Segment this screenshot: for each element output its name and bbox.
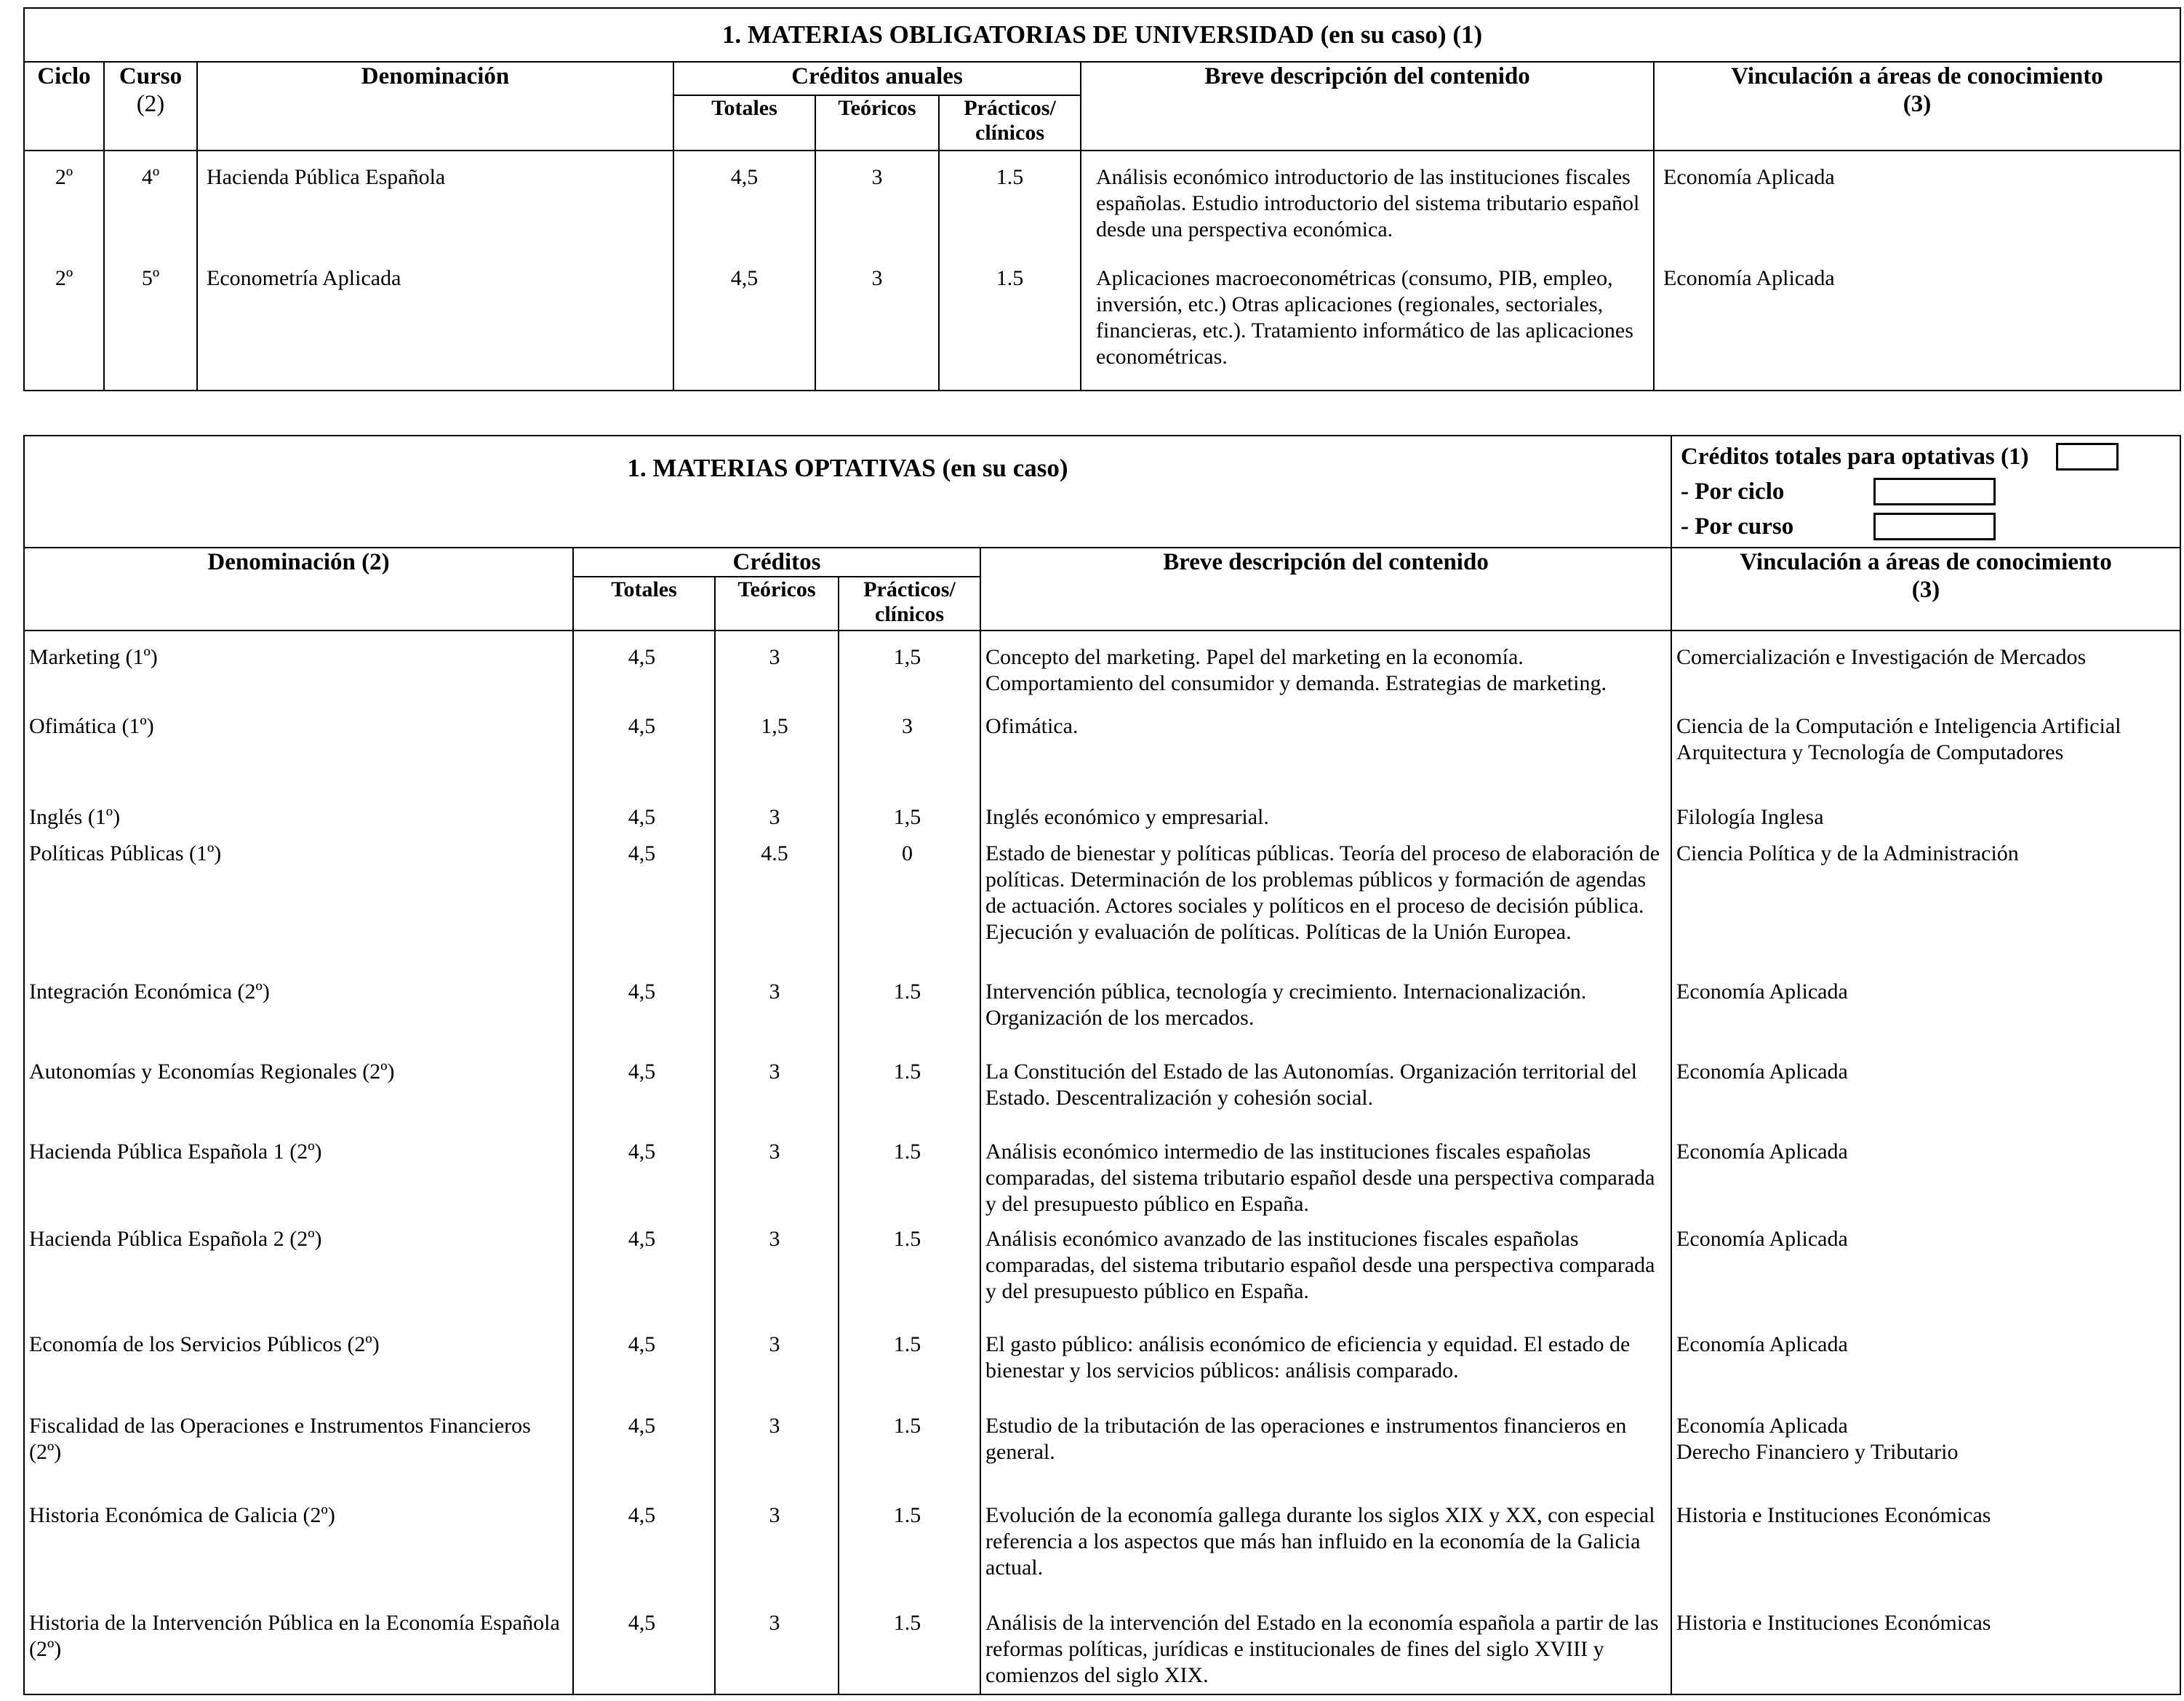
cell-teoricos: 3 bbox=[815, 258, 939, 391]
vinculacion-line: Historia e Instituciones Económicas bbox=[1676, 1503, 1991, 1527]
table-row bbox=[24, 711, 2180, 801]
creditos-totales-panel bbox=[1671, 436, 2180, 548]
header-teoricos: Teóricos bbox=[815, 95, 939, 151]
cell-totales: 4,5 bbox=[573, 1500, 715, 1607]
cell-totales: 4,5 bbox=[673, 151, 815, 258]
header-vinculacion bbox=[1654, 62, 2180, 151]
table-row bbox=[24, 1410, 2180, 1500]
cell-descripcion: Análisis de la intervención del Estado en la economía española a partir de las reformas políticas, jurídicas e institucionales de fines del siglo XVIII y comienzos del siglo XIX. bbox=[980, 1607, 1671, 1694]
cell-practicos: 1.5 bbox=[839, 1136, 980, 1223]
cell-teoricos: 3 bbox=[715, 1136, 839, 1223]
table-row bbox=[24, 801, 2180, 838]
cell-descripcion: Inglés económico y empresarial. bbox=[980, 801, 1671, 838]
cell-ciclo: 2º bbox=[24, 151, 104, 258]
table-row bbox=[24, 1607, 2180, 1694]
por-ciclo-label: - Por ciclo bbox=[1681, 479, 1785, 505]
header-practicos bbox=[939, 95, 1081, 151]
cell-practicos: 1.5 bbox=[839, 1223, 980, 1329]
cell-practicos: 3 bbox=[839, 711, 980, 801]
creditos-totales-label: Créditos totales para optativas (1) bbox=[1681, 444, 2029, 470]
obligatorias-title: 1. MATERIAS OBLIGATORIAS DE UNIVERSIDAD (en su caso) (1) bbox=[24, 8, 2180, 62]
table-row bbox=[24, 258, 2180, 391]
cell-denominacion: Integración Económica (2º) bbox=[24, 976, 573, 1056]
cell-totales: 4,5 bbox=[573, 711, 715, 801]
cell-denominacion: Hacienda Pública Española bbox=[197, 151, 673, 258]
por-ciclo-field[interactable] bbox=[1873, 478, 1996, 505]
table-row bbox=[24, 151, 2180, 258]
cell-teoricos: 3 bbox=[715, 631, 839, 711]
cell-vinculacion bbox=[1671, 631, 2180, 711]
table-row bbox=[24, 631, 2180, 711]
cell-practicos: 0 bbox=[839, 838, 980, 976]
vinculacion-line: Ciencia de la Computación e Inteligencia Artificial bbox=[1676, 714, 2121, 738]
cell-totales: 4,5 bbox=[573, 1136, 715, 1223]
header-vinculacion-note: (3) bbox=[1903, 91, 1932, 117]
cell-practicos: 1.5 bbox=[839, 1329, 980, 1410]
cell-curso: 5º bbox=[104, 258, 197, 391]
cell-denominacion: Ofimática (1º) bbox=[24, 711, 573, 801]
cell-totales: 4,5 bbox=[573, 1223, 715, 1329]
header-practicos-label2: clínicos bbox=[875, 602, 944, 626]
header-practicos-label: Prácticos/ bbox=[863, 577, 956, 601]
por-curso-label: - Por curso bbox=[1681, 513, 1794, 540]
header-vinculacion-note: (3) bbox=[1911, 577, 1940, 603]
table-row bbox=[24, 1500, 2180, 1607]
cell-practicos: 1,5 bbox=[839, 801, 980, 838]
cell-teoricos: 3 bbox=[715, 976, 839, 1056]
cell-teoricos: 4.5 bbox=[715, 838, 839, 976]
obligatorias-body bbox=[24, 151, 2180, 391]
header-teoricos: Teóricos bbox=[715, 577, 839, 631]
cell-denominacion: Marketing (1º) bbox=[24, 631, 573, 711]
vinculacion-line: Economía Aplicada bbox=[1676, 1060, 1848, 1084]
cell-vinculacion: Economía Aplicada bbox=[1654, 151, 2180, 258]
cell-denominacion: Políticas Públicas (1º) bbox=[24, 838, 573, 976]
optativas-table bbox=[23, 435, 2181, 1695]
cell-teoricos: 3 bbox=[715, 1329, 839, 1410]
cell-descripcion: Aplicaciones macroeconométricas (consumo, PIB, empleo, inversión, etc.) Otras aplicaciones (regionales, sectoriales, financieras, etc.). Tratamiento informático de las aplicaciones econométricas. bbox=[1081, 258, 1654, 391]
cell-teoricos: 3 bbox=[815, 151, 939, 258]
table-row bbox=[24, 838, 2180, 976]
header-denominacion: Denominación (2) bbox=[24, 548, 573, 631]
vinculacion-line: Comercialización e Investigación de Mercados bbox=[1676, 645, 2087, 669]
cell-vinculacion bbox=[1671, 1223, 2180, 1329]
cell-totales: 4,5 bbox=[573, 631, 715, 711]
cell-vinculacion bbox=[1671, 1607, 2180, 1694]
cell-denominacion: Autonomías y Economías Regionales (2º) bbox=[24, 1056, 573, 1136]
header-curso bbox=[104, 62, 197, 151]
vinculacion-line-2: Derecho Financiero y Tributario bbox=[1676, 1440, 1959, 1464]
cell-practicos: 1.5 bbox=[839, 1500, 980, 1607]
cell-teoricos: 3 bbox=[715, 1607, 839, 1694]
vinculacion-line: Economía Aplicada bbox=[1676, 1140, 1848, 1164]
cell-teoricos: 3 bbox=[715, 1410, 839, 1500]
cell-vinculacion bbox=[1671, 1056, 2180, 1136]
cell-descripcion: Estado de bienestar y políticas públicas. Teoría del proceso de elaboración de políticas. Determinación de los problemas públicos y formación de agendas de actuación. Actores sociales y políticos en el proceso de decisión pública. Ejecución y evaluación de políticas. Políticas de la Unión Europea. bbox=[980, 838, 1671, 976]
table-row bbox=[24, 1329, 2180, 1410]
cell-vinculacion bbox=[1671, 1410, 2180, 1500]
header-curso-label: Curso bbox=[119, 63, 183, 89]
header-creditos-anuales: Créditos anuales bbox=[673, 62, 1081, 95]
header-totales: Totales bbox=[573, 577, 715, 631]
header-ciclo: Ciclo bbox=[24, 62, 104, 151]
cell-totales: 4,5 bbox=[573, 1329, 715, 1410]
cell-vinculacion bbox=[1671, 976, 2180, 1056]
cell-denominacion: Economía de los Servicios Públicos (2º) bbox=[24, 1329, 573, 1410]
cell-descripcion: Intervención pública, tecnología y crecimiento. Internacionalización. Organización de los mercados. bbox=[980, 976, 1671, 1056]
cell-descripcion: Análisis económico introductorio de las instituciones fiscales españolas. Estudio introductorio del sistema tributario español desde una perspectiva económica. bbox=[1081, 151, 1654, 258]
vinculacion-line: Economía Aplicada bbox=[1676, 1227, 1848, 1251]
cell-totales: 4,5 bbox=[573, 801, 715, 838]
header-descripcion: Breve descripción del contenido bbox=[980, 548, 1671, 631]
cell-practicos: 1.5 bbox=[939, 258, 1081, 391]
header-practicos bbox=[839, 577, 980, 631]
cell-practicos: 1.5 bbox=[839, 976, 980, 1056]
cell-ciclo: 2º bbox=[24, 258, 104, 391]
cell-vinculacion bbox=[1671, 801, 2180, 838]
cell-descripcion: Análisis económico intermedio de las instituciones fiscales españolas comparadas, del sistema tributario español desde una perspectiva comparada y del presupuesto público en España. bbox=[980, 1136, 1671, 1223]
cell-practicos: 1.5 bbox=[939, 151, 1081, 258]
header-vinculacion-label: Vinculación a áreas de conocimiento bbox=[1731, 63, 2103, 89]
table-row bbox=[24, 1223, 2180, 1329]
table-row bbox=[24, 976, 2180, 1056]
cell-denominacion: Hacienda Pública Española 1 (2º) bbox=[24, 1136, 573, 1223]
header-creditos: Créditos bbox=[573, 548, 980, 577]
optativas-body bbox=[24, 631, 2180, 1694]
por-ciclo-row bbox=[1681, 474, 2171, 509]
cell-descripcion: La Constitución del Estado de las Autonomías. Organización territorial del Estado. Descentralización y cohesión social. bbox=[980, 1056, 1671, 1136]
cell-totales: 4,5 bbox=[573, 976, 715, 1056]
cell-teoricos: 3 bbox=[715, 801, 839, 838]
cell-practicos: 1,5 bbox=[839, 631, 980, 711]
vinculacion-line: Economía Aplicada bbox=[1676, 980, 1848, 1004]
cell-totales: 4,5 bbox=[673, 258, 815, 391]
cell-denominacion: Historia Económica de Galicia (2º) bbox=[24, 1500, 573, 1607]
header-practicos-label: Prácticos/ bbox=[964, 96, 1056, 120]
cell-totales: 4,5 bbox=[573, 1410, 715, 1500]
cell-descripcion: Análisis económico avanzado de las instituciones fiscales españolas comparadas, del sistema tributario español desde una perspectiva comparada y del presupuesto público en España. bbox=[980, 1223, 1671, 1329]
header-descripcion: Breve descripción del contenido bbox=[1081, 62, 1654, 151]
vinculacion-line: Economía Aplicada bbox=[1676, 1414, 1848, 1438]
header-vinculacion-label: Vinculación a áreas de conocimiento bbox=[1740, 549, 2112, 575]
cell-teoricos: 1,5 bbox=[715, 711, 839, 801]
cell-teoricos: 3 bbox=[715, 1056, 839, 1136]
cell-vinculacion bbox=[1671, 1136, 2180, 1223]
por-curso-field[interactable] bbox=[1873, 513, 1996, 540]
cell-vinculacion bbox=[1671, 1500, 2180, 1607]
cell-denominacion: Fiscalidad de las Operaciones e Instrumentos Financieros (2º) bbox=[24, 1410, 573, 1500]
cell-denominacion: Inglés (1º) bbox=[24, 801, 573, 838]
obligatorias-table bbox=[23, 7, 2181, 391]
table-row bbox=[24, 1056, 2180, 1136]
header-vinculacion bbox=[1671, 548, 2180, 631]
cell-denominacion: Historia de la Intervención Pública en la Economía Española (2º) bbox=[24, 1607, 573, 1694]
cell-denominacion: Econometría Aplicada bbox=[197, 258, 673, 391]
cell-totales: 4,5 bbox=[573, 838, 715, 976]
cell-descripcion: Evolución de la economía gallega durante los siglos XIX y XX, con especial referencia a los aspectos que más han influido en la economía de la Galicia actual. bbox=[980, 1500, 1671, 1607]
cell-vinculacion bbox=[1671, 838, 2180, 976]
cell-descripcion: El gasto público: análisis económico de eficiencia y equidad. El estado de bienestar y los servicios públicos: análisis comparado. bbox=[980, 1329, 1671, 1410]
header-totales: Totales bbox=[673, 95, 815, 151]
creditos-totales-field[interactable] bbox=[2056, 443, 2119, 471]
cell-practicos: 1.5 bbox=[839, 1607, 980, 1694]
cell-vinculacion: Economía Aplicada bbox=[1654, 258, 2180, 391]
optativas-title: 1. MATERIAS OPTATIVAS (en su caso) bbox=[24, 436, 1671, 548]
cell-teoricos: 3 bbox=[715, 1223, 839, 1329]
table-row bbox=[24, 1136, 2180, 1223]
cell-teoricos: 3 bbox=[715, 1500, 839, 1607]
cell-descripcion: Estudio de la tributación de las operaciones e instrumentos financieros en general. bbox=[980, 1410, 1671, 1500]
cell-totales: 4,5 bbox=[573, 1056, 715, 1136]
header-practicos-label2: clínicos bbox=[975, 121, 1044, 145]
creditos-totales-row bbox=[1681, 439, 2171, 474]
header-denominacion: Denominación bbox=[197, 62, 673, 151]
cell-vinculacion bbox=[1671, 1329, 2180, 1410]
vinculacion-line: Ciencia Política y de la Administración bbox=[1676, 841, 2019, 865]
cell-denominacion: Hacienda Pública Española 2 (2º) bbox=[24, 1223, 573, 1329]
header-curso-note: (2) bbox=[136, 91, 165, 117]
vinculacion-line: Historia e Instituciones Económicas bbox=[1676, 1611, 1991, 1635]
cell-totales: 4,5 bbox=[573, 1607, 715, 1694]
cell-vinculacion bbox=[1671, 711, 2180, 801]
cell-descripcion: Ofimática. bbox=[980, 711, 1671, 801]
cell-practicos: 1.5 bbox=[839, 1410, 980, 1500]
cell-practicos: 1.5 bbox=[839, 1056, 980, 1136]
vinculacion-line: Filología Inglesa bbox=[1676, 805, 1824, 829]
cell-curso: 4º bbox=[104, 151, 197, 258]
vinculacion-line-2: Arquitectura y Tecnología de Computadores bbox=[1676, 740, 2064, 764]
cell-descripcion: Concepto del marketing. Papel del marketing en la economía. Comportamiento del consumidor y demanda. Estrategias de marketing. bbox=[980, 631, 1671, 711]
vinculacion-line: Economía Aplicada bbox=[1676, 1332, 1848, 1356]
por-curso-row bbox=[1681, 509, 2171, 544]
